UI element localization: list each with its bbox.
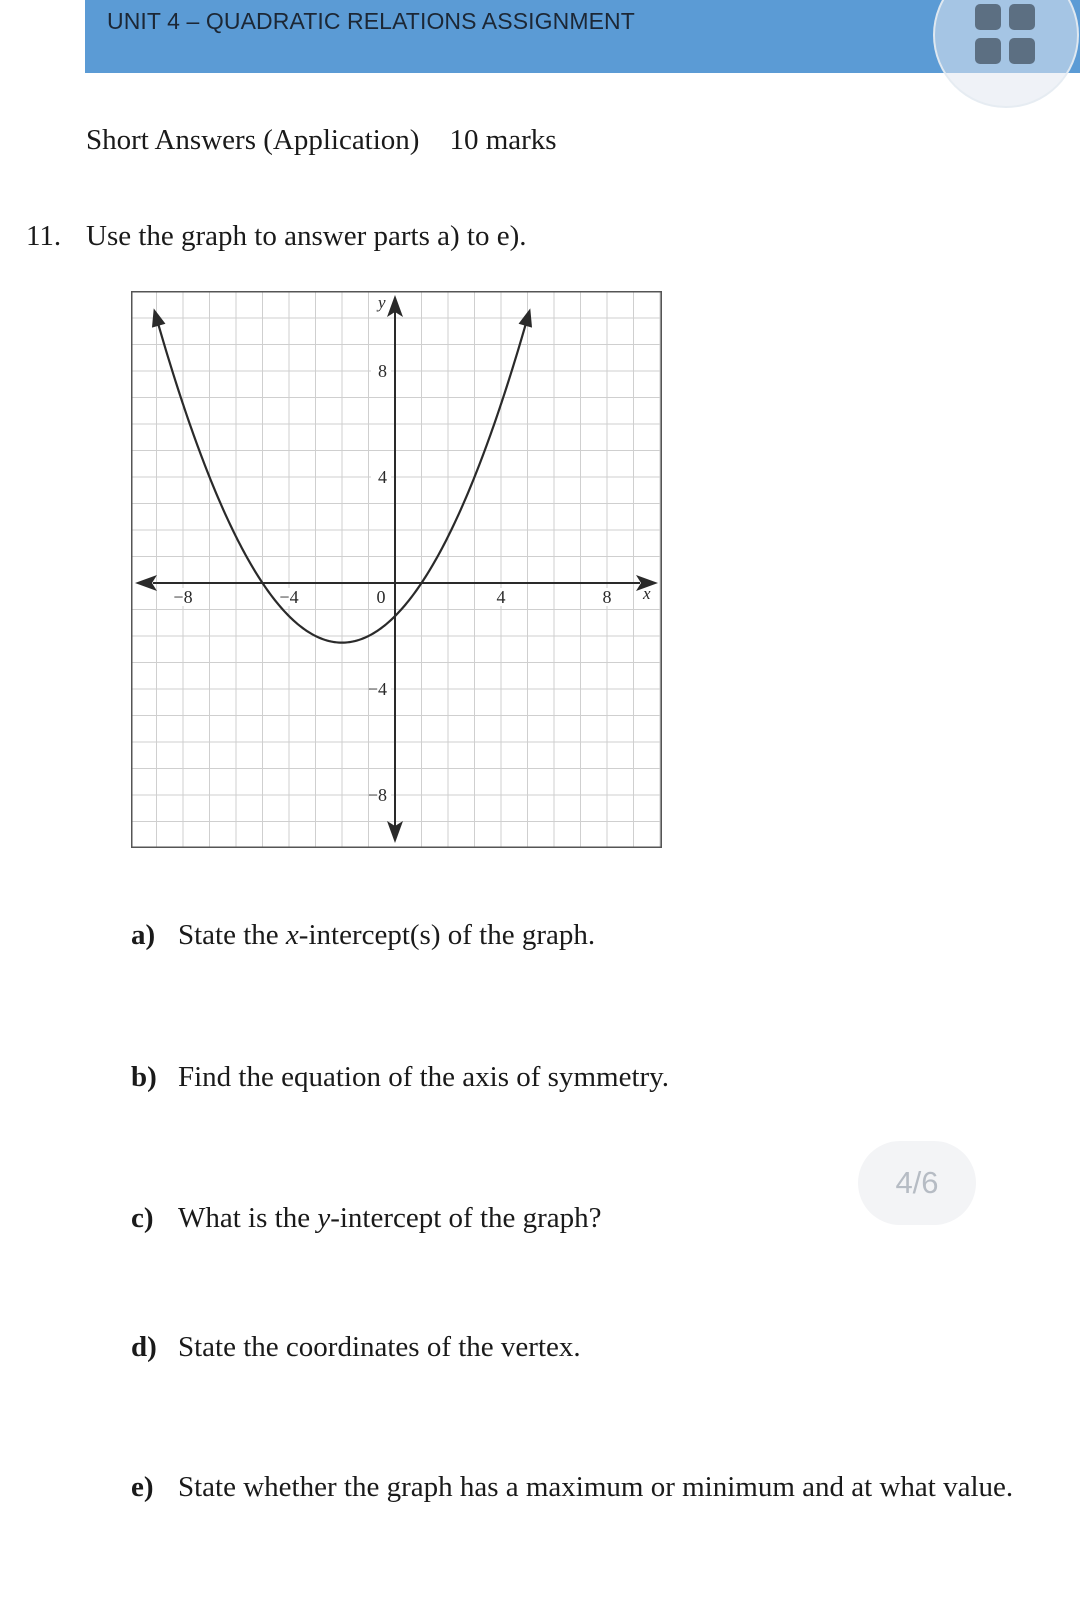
x-tick-label: −4 (279, 587, 299, 607)
part-variable: y (317, 1202, 331, 1234)
assignment-title: UNIT 4 – QUADRATIC RELATIONS ASSIGNMENT (107, 8, 635, 34)
part-text: State the coordinates of the vertex. (178, 1331, 581, 1363)
part-label: a) (131, 919, 156, 951)
x-tick-label: 4 (496, 587, 506, 607)
grid-view-icon (975, 38, 1001, 64)
part-text: Find the equation of the axis of symmetry. (178, 1061, 670, 1093)
part-e (131, 1471, 1013, 1504)
section-heading (86, 124, 557, 157)
part-b (131, 1061, 669, 1094)
y-tick-label: −8 (367, 785, 387, 805)
y-axis-label: y (378, 293, 386, 312)
part-text: -intercept of the graph? (330, 1202, 602, 1234)
grid-view-icon (1009, 38, 1035, 64)
part-label: e) (131, 1471, 154, 1503)
y-tick-label: 8 (378, 361, 387, 381)
header-bar (85, 0, 1080, 73)
part-c (131, 1202, 602, 1235)
grid-view-button[interactable] (933, 0, 1079, 108)
question-number: 11. (26, 220, 62, 252)
section-title: Short Answers (Application) (86, 124, 420, 156)
question-text: Use the graph to answer parts a) to e). (86, 220, 527, 252)
part-d (131, 1331, 581, 1364)
x-tick-label: 8 (602, 587, 612, 607)
x-tick-label: 0 (376, 587, 386, 607)
part-a (131, 919, 595, 952)
section-marks: 10 marks (449, 124, 557, 156)
grid-view-icon (1009, 4, 1035, 30)
x-tick-label: −8 (173, 587, 193, 607)
y-tick-label: 4 (378, 467, 387, 487)
page-indicator: 4/6 (858, 1141, 976, 1225)
part-text: State whether the graph has a maximum or minimum and at what value. (178, 1471, 1014, 1503)
part-label: b) (131, 1061, 157, 1093)
x-axis-label: x (643, 584, 651, 603)
y-tick-label: −4 (367, 679, 387, 699)
grid-view-icon (975, 4, 1001, 30)
part-text: State the (178, 919, 286, 951)
part-text: -intercept(s) of the graph. (298, 919, 596, 951)
part-variable: x (285, 919, 299, 951)
parabola-graph (131, 291, 662, 848)
part-text: What is the (178, 1202, 318, 1234)
part-label: c) (131, 1202, 154, 1234)
part-label: d) (131, 1331, 157, 1363)
graph-background (132, 292, 662, 848)
